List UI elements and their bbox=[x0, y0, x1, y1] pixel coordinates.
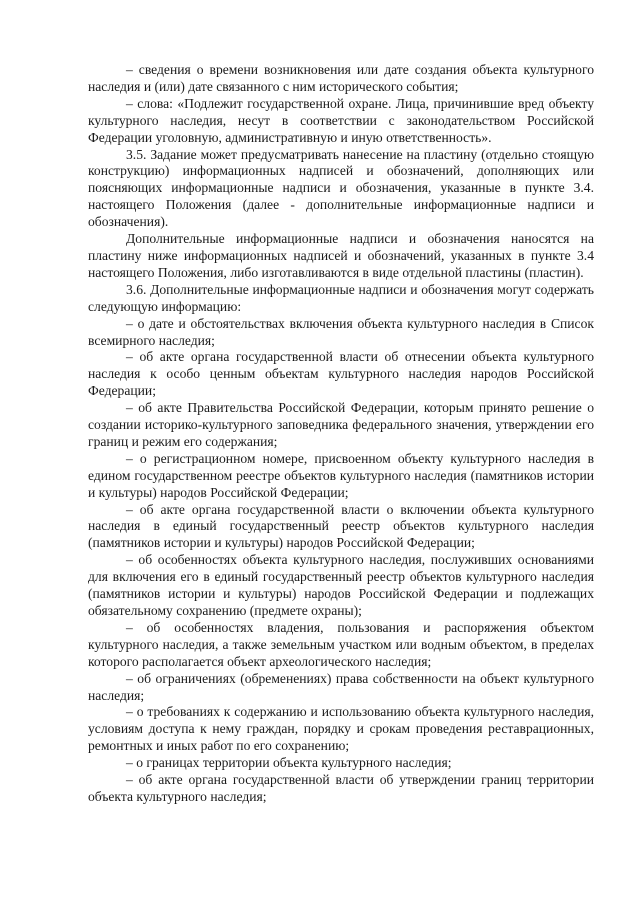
list-item-inclusion-act: – об акте органа государственной власти о включении объекта культурного наследия в единый государственный реестр объектов культурного наследия (памятников истории и культуры) народов Российской Федерации; bbox=[88, 501, 594, 551]
paragraph-protection-words: – слова: «Подлежит государственной охране. Лица, причинившие вред объекту культурного наследия, несут в соответствии с законодательством Российской Федерации уголовную, административную и иную ответственность». bbox=[88, 95, 594, 145]
list-item-features: – об особенностях объекта культурного наследия, послуживших основаниями для включения его в единый государственный реестр объектов культурного наследия (памятников истории и культуры) народов Российской Федерации и подлежащих обязательному сохранению (предмете охраны); bbox=[88, 552, 594, 618]
list-item-registration-number: – о регистрационном номере, присвоенном объекту культурного наследия в едином государственном реестре объектов культурного наследия (памятников истории и культуры) народов Российской Федерации; bbox=[88, 450, 594, 500]
paragraph-additional-placement: Дополнительные информационные надписи и обозначения наносятся на пластину ниже информационных надписей и обозначений, указанных в пункте 3.4 настоящего Положения, либо изготавливаются в виде отдельной пластины (пластин). bbox=[88, 231, 594, 280]
paragraph-3-6: 3.6. Дополнительные информационные надписи и обозначения могут содержать следующую информацию: bbox=[88, 281, 594, 314]
paragraph-3-5: 3.5. Задание может предусматривать нанесение на пластину (отдельно стоящую конструкцию) информационных надписей и обозначений, дополняющих или поясняющих информационные надписи и обозначения, указанные в пункте 3.4. настоящего Положения (далее - дополнительные информационные надписи и обозначения). bbox=[88, 146, 594, 230]
list-item-requirements: – о требованиях к содержанию и использованию объекта культурного наследия, условиям доступа к нему граждан, порядку и срокам проведения реставрационных, ремонтных и иных работ по его сохранению; bbox=[88, 704, 594, 754]
list-item-world-heritage: – о дате и обстоятельствах включения объекта культурного наследия в Список всемирного наследия; bbox=[88, 315, 594, 348]
list-item-government-act: – об акте Правительства Российской Федерации, которым принято решение о создании историко-культурного заповедника федерального значения, утверждении его границ и режим его содержания; bbox=[88, 400, 594, 449]
list-item-especially-valuable: – об акте органа государственной власти об отнесении объекта культурного наследия к особо ценным объектам культурного наследия народов Российской Федерации; bbox=[88, 349, 594, 399]
list-item-boundaries-act: – об акте органа государственной власти об утверждении границ территории объекта культурного наследия; bbox=[88, 772, 594, 804]
list-item-territory-boundaries: – о границах территории объекта культурного наследия; bbox=[126, 755, 452, 771]
document-page bbox=[88, 62, 594, 806]
list-item-restrictions: – об ограничениях (обременениях) права собственности на объект культурного наследия; bbox=[88, 670, 594, 703]
paragraph-dates-info: – сведения о времени возникновения или дате создания объекта культурного наследия и (или) дате связанного с ним исторического события; bbox=[88, 62, 594, 94]
list-item-ownership: – об особенностях владения, пользования и распоряжения объектом культурного наследия, а также земельным участком или водным объектом, в пределах которого располагается объект археологического наследия; bbox=[88, 619, 594, 669]
